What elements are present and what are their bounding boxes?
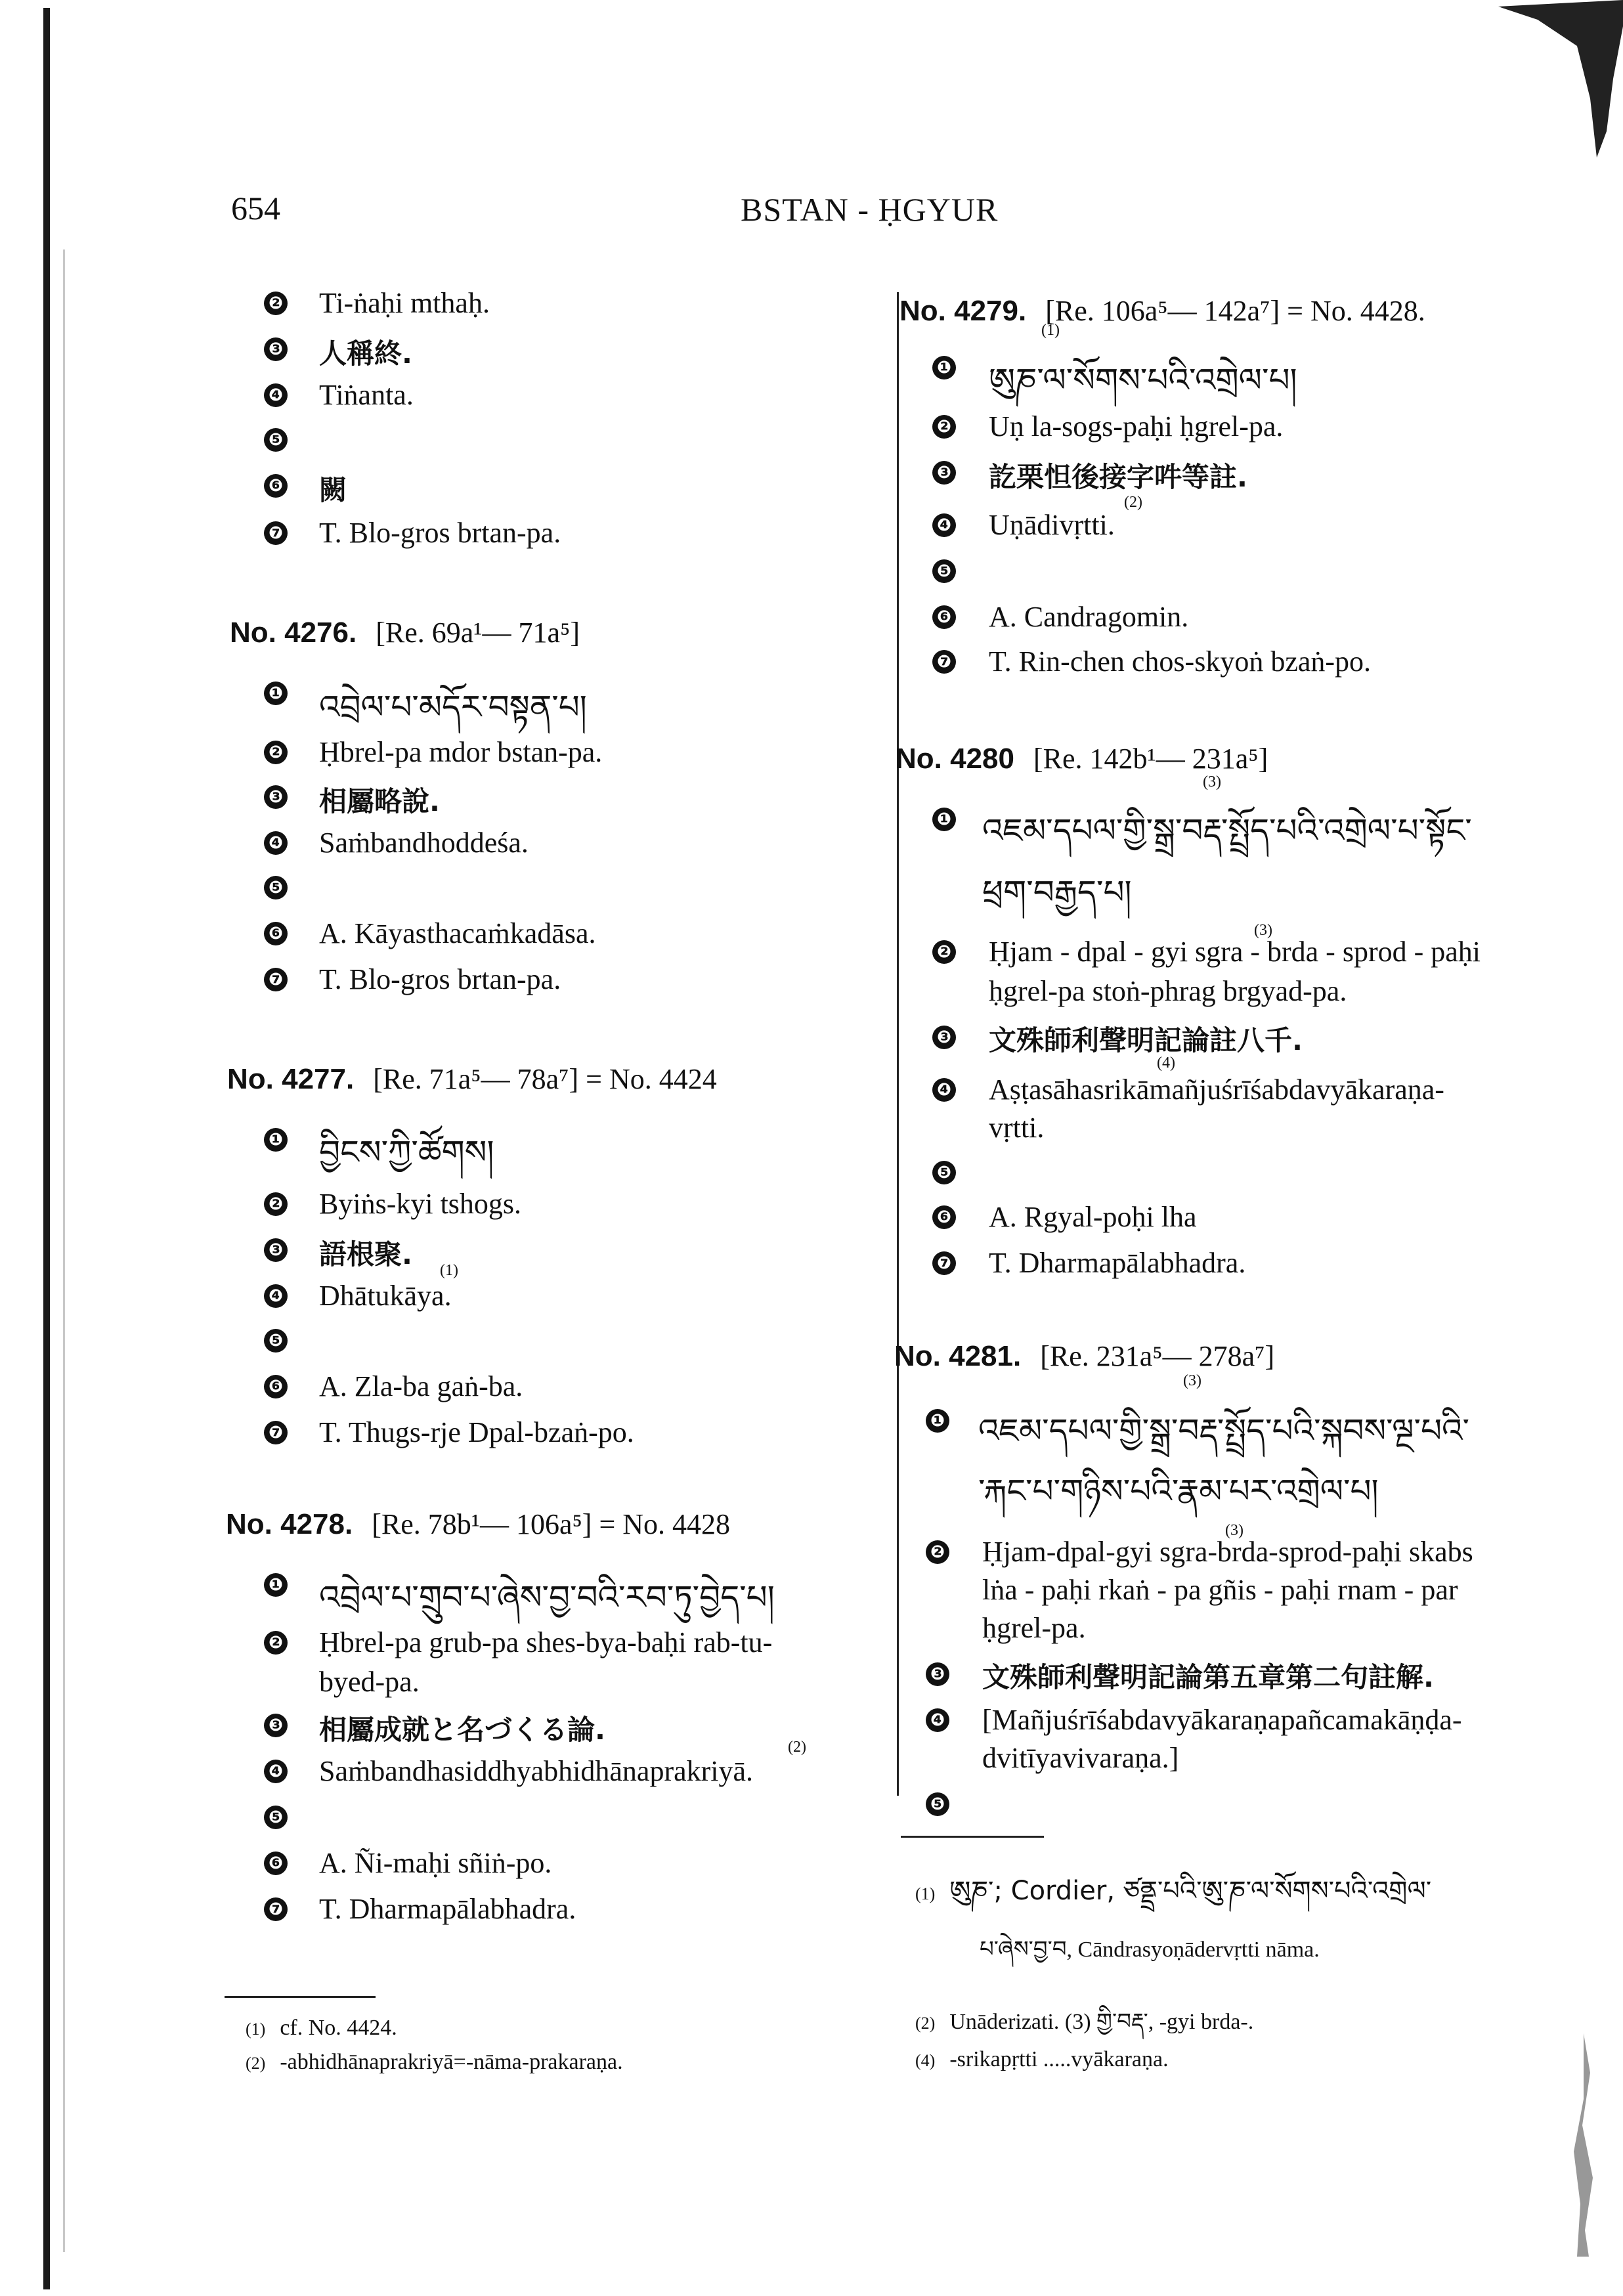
entry-ref: [Re. 231a⁵— 278a⁷]	[1040, 1340, 1275, 1372]
entry-heading-4276	[230, 616, 580, 649]
item-marker: ❶	[932, 356, 956, 379]
item-marker: ❻	[264, 922, 288, 945]
item-marker: ❹	[264, 1284, 288, 1308]
item-marker: ❶	[926, 1409, 949, 1433]
item-text: A. Rgyal-poḥi lha	[989, 1201, 1197, 1233]
item-text: T. Thugs-rje Dpal-bzaṅ-po.	[319, 1416, 634, 1448]
item-text: 相屬成就と名づくる論.	[319, 1714, 605, 1746]
item-text: Ti-ṅaḥi mthaḥ.	[319, 287, 490, 319]
item-marker: ❼	[264, 968, 288, 991]
binding-edge	[43, 8, 50, 2289]
footnote: (2) -abhidhānaprakriyā=-nāma-prakaraṇa.	[246, 2050, 623, 2074]
entry-heading-4279	[899, 294, 1425, 328]
item-marker: ❶	[264, 1128, 288, 1152]
item-text: T. Rin-chen chos-skyoṅ bzaṅ-po.	[989, 645, 1372, 678]
item-marker: ❸	[932, 1026, 956, 1049]
item-text: T. Blo-gros brtan-pa.	[319, 963, 561, 995]
item-text: Aṣṭasāhasrikāmañjuśrīśabdavyākaraṇa-	[989, 1073, 1444, 1106]
item-marker: ❹	[264, 383, 288, 407]
item-marker: ❼	[932, 1251, 956, 1275]
entry-heading-4278	[226, 1507, 730, 1541]
footnote-ref: (3)	[1225, 1522, 1244, 1539]
item-text: Uṇ la-sogs-paḥi ḥgrel-pa.	[989, 410, 1284, 443]
column-rule	[897, 292, 899, 1796]
footnote: (1) ཨུཎ་; Cordier, ཙནྡྲ་པའི་ཨུ་ཎ་ལ་སོགས་པའི་འགྲེལ་	[915, 1876, 1432, 1906]
item-marker: ❷	[932, 940, 956, 964]
running-head: BSTAN - ḤGYUR	[741, 191, 999, 228]
entry-number: No. 4281.	[894, 1340, 1022, 1372]
item-text: Byiṅs-kyi tshogs.	[319, 1188, 522, 1220]
item-marker: ❷	[264, 1631, 288, 1655]
item-marker: ❹	[264, 831, 288, 855]
item-text: Ḥbrel-pa mdor bstan-pa.	[319, 736, 603, 768]
entry-number: No. 4277.	[227, 1063, 355, 1095]
page-number: 654	[231, 190, 280, 227]
item-text: A. Ñi-maḥi sñiṅ-po.	[319, 1847, 552, 1879]
item-text: འཇམ་དཔལ་གྱི་སྒྲ་བརྡ་སྤྲོད་པའི་འགྲེལ་པ་སྟོང་	[982, 812, 1472, 850]
item-marker: ❼	[264, 1897, 288, 1921]
footnote: (1) cf. No. 4424.	[246, 2016, 397, 2040]
item-marker: ❸	[264, 785, 288, 809]
item-marker: ❸	[264, 1238, 288, 1262]
item-text: T. Dharmapālabhadra.	[319, 1893, 576, 1925]
item-text-cont: ཕྲག་བརྒྱད་པ།	[982, 873, 1132, 911]
item-text-cont: ་རྐང་པ་གཉིས་པའི་རྣམ་པར་འགྲེལ་པ།	[978, 1472, 1379, 1510]
entry-ref: [Re. 106a⁵— 142a⁷] = No. 4428.	[1045, 295, 1425, 327]
item-marker: ❻	[932, 605, 956, 629]
item-text: 語根聚.	[319, 1238, 412, 1270]
item-text: T. Dharmapālabhadra.	[989, 1247, 1246, 1279]
entry-heading-4277	[227, 1062, 717, 1096]
item-marker: ❹	[264, 1760, 288, 1783]
item-text: Uṇādivṛtti.	[989, 509, 1115, 541]
item-text: འཇམ་དཔལ་གྱི་སྒྲ་བརྡ་སྤྲོད་པའི་སྐབས་ལྔ་པའི་	[978, 1412, 1469, 1450]
footnote-rule	[901, 1836, 1044, 1838]
footnote-ref: (2)	[788, 1739, 806, 1756]
item-marker: ❼	[932, 650, 956, 674]
item-marker: ❺	[264, 428, 288, 452]
item-marker: ❷	[926, 1540, 949, 1564]
footnote-ref: (4)	[1157, 1054, 1175, 1072]
footnote: (2) Unāderizati. (3) གྱི་བརྡ་, -gyi brda-.	[915, 2010, 1254, 2034]
item-text: 闕	[319, 474, 347, 506]
item-text: 文殊師利聲明記論第五章第二句註解.	[982, 1661, 1434, 1693]
item-text: A. Kāyasthacaṁkadāsa.	[319, 917, 596, 949]
entry-number: No. 4278.	[226, 1508, 353, 1540]
entry-ref: [Re. 69a¹— 71a⁵]	[376, 617, 580, 649]
item-text: Ḥjam - dpal - gyi sgra - brda - sprod - paḥi	[989, 936, 1481, 968]
item-text-cont: byed-pa.	[319, 1666, 420, 1698]
item-marker: ❷	[932, 415, 956, 439]
item-marker: ❸	[932, 461, 956, 485]
item-marker: ❶	[932, 808, 956, 831]
item-marker: ❼	[264, 521, 288, 545]
item-text: A. Zla-ba gaṅ-ba.	[319, 1370, 523, 1402]
footnote-ref: (3)	[1254, 922, 1272, 939]
item-text-cont: vṛtti.	[989, 1112, 1045, 1144]
item-marker: ❷	[264, 292, 288, 315]
item-text: Tiṅanta.	[319, 379, 414, 411]
item-text: 文殊師利聲明記論註八千.	[989, 1024, 1303, 1056]
item-marker: ❸	[264, 337, 288, 361]
item-marker: ❻	[264, 1852, 288, 1875]
entry-ref: [Re. 71a⁵— 78a⁷] = No. 4424	[373, 1063, 717, 1095]
item-marker: ❺	[264, 1329, 288, 1353]
entry-heading-4281	[894, 1339, 1274, 1373]
footnote: (4) -srikapṛtti .....vyākaraṇa.	[915, 2047, 1169, 2071]
entry-number: No. 4276.	[230, 617, 357, 649]
footnote-ref: (1)	[1041, 322, 1060, 339]
item-marker: ❻	[932, 1205, 956, 1229]
item-text-cont: ḥgrel-pa.	[982, 1612, 1086, 1644]
item-marker: ❸	[264, 1714, 288, 1737]
item-marker: ❷	[264, 1192, 288, 1216]
scan-corner-mark	[1498, 0, 1623, 171]
item-text: 訖栗怛後接字吽等註.	[989, 461, 1247, 493]
footnote-rule	[225, 1996, 376, 1998]
item-marker: ❺	[926, 1792, 949, 1816]
item-marker: ❸	[926, 1662, 949, 1686]
item-text-cont: ḥgrel-pa stoṅ-phrag brgyad-pa.	[989, 975, 1347, 1007]
item-marker: ❹	[926, 1708, 949, 1732]
entry-number: No. 4280	[896, 743, 1014, 775]
entry-ref: [Re. 78b¹— 106a⁵] = No. 4428	[372, 1508, 731, 1540]
footnote-ref: (3)	[1183, 1372, 1201, 1389]
item-text-cont: dvitīyavivaraṇa.]	[982, 1742, 1179, 1774]
footnote-cont: པ་ཞེས་བྱ་བ, Cāndrasyoṇādervṛtti nāma.	[980, 1938, 1320, 1962]
item-marker: ❻	[264, 1375, 288, 1398]
item-text: ཨུཎ་ལ་སོགས་པའི་འགྲེལ་པ།	[989, 361, 1297, 399]
item-text: འབྲེལ་པ་གྲུབ་པ་ཞེས་བྱ་བའི་རབ་ཏུ་བྱེད་པ།	[319, 1578, 775, 1616]
item-marker: ❶	[264, 1573, 288, 1597]
scan-edge-noise	[1564, 2033, 1610, 2257]
item-text: འབྲེལ་པ་མདོར་བསྟན་པ།	[319, 688, 587, 726]
item-text: 相屬略說.	[319, 785, 440, 817]
item-text: Dhātukāya.	[319, 1280, 452, 1312]
footnote-ref: (2)	[1124, 494, 1142, 511]
item-marker: ❷	[264, 741, 288, 764]
footnote-ref: (1)	[440, 1262, 458, 1279]
entry-ref: [Re. 142b¹— 231a⁵]	[1033, 743, 1268, 775]
item-marker: ❻	[264, 474, 288, 498]
item-text: A. Candragomin.	[989, 601, 1189, 633]
entry-heading-4280	[896, 742, 1268, 775]
item-text: Ḥbrel-pa grub-pa shes-bya-baḥi rab-tu-	[319, 1626, 773, 1658]
item-text: བྱིངས་ཀྱི་ཚོགས།	[319, 1133, 494, 1171]
item-text: T. Blo-gros brtan-pa.	[319, 517, 561, 549]
item-marker: ❹	[932, 1078, 956, 1102]
item-marker: ❺	[264, 1806, 288, 1829]
footnote-ref: (3)	[1203, 773, 1221, 791]
item-marker: ❺	[932, 1161, 956, 1184]
item-text: Ḥjam-dpal-gyi sgra-brda-sprod-paḥi skabs	[982, 1536, 1473, 1568]
item-text: [Mañjuśrīśabdavyākaraṇapañcamakāṇḍa-	[982, 1704, 1462, 1736]
item-text: Saṁbandhoddeśa.	[319, 827, 529, 859]
binding-shadow	[63, 249, 65, 2252]
item-text: Saṁbandhasiddhyabhidhānaprakriyā.	[319, 1755, 754, 1787]
item-text-cont: lṅa - paḥi rkaṅ - pa gñis - paḥi rnam - par	[982, 1574, 1458, 1606]
item-marker: ❼	[264, 1421, 288, 1444]
entry-number: No. 4279.	[899, 295, 1027, 327]
item-marker: ❹	[932, 513, 956, 537]
item-marker: ❺	[932, 559, 956, 583]
item-marker: ❺	[264, 876, 288, 899]
item-marker: ❶	[264, 682, 288, 705]
item-text: 人稱終.	[319, 337, 412, 370]
